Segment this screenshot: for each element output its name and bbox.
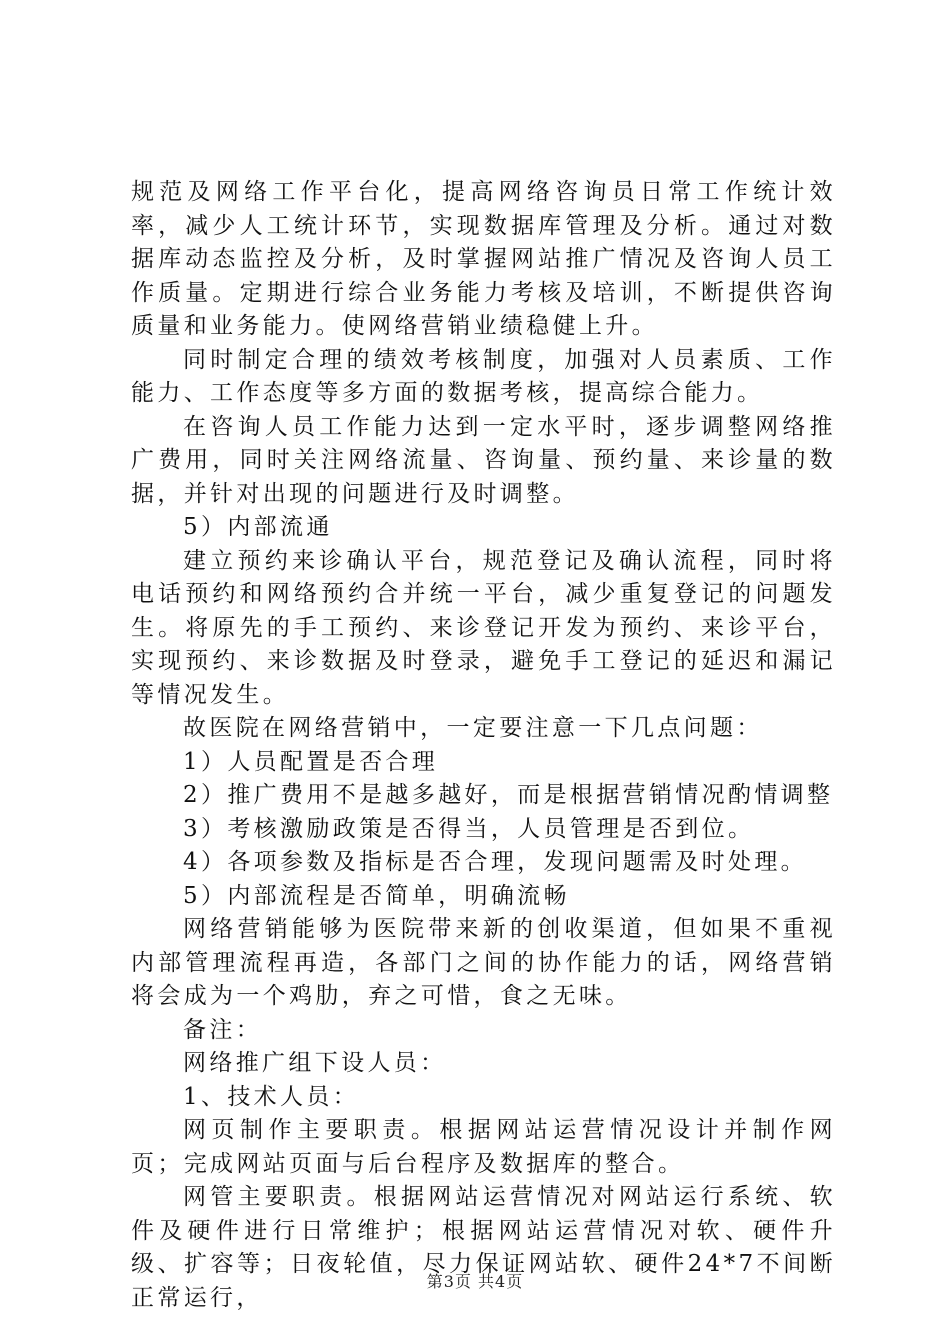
staff-heading: 网络推广组下设人员： [183, 1050, 447, 1076]
list-item: 2）推广费用不是越多越好，而是根据营销情况酌情调整 [183, 782, 834, 808]
list-item: 1）人员配置是否合理 [183, 748, 439, 775]
list-item: 5）内部流程是否简单，明确流畅 [183, 882, 570, 909]
page-footer: 第3页 共4页 [426, 1272, 524, 1291]
paragraph-continuation: 规范及网络工作平台化，提高网络咨询员日常工作统计效率，减少人工统计环节，实现数据库管理及分析。通过对数据库动态监控及分析，及时掌握网站推广情况及咨询人员工作质量。定期进行综合业务能力考核及培训，不断提供咨询质量和业务能力。使网络营销业绩稳健上升。 [131, 179, 836, 339]
paragraph-booking-platform: 建立预约来诊确认平台，规范登记及确认流程，同时将电话预约和网络预约合并统一平台，减少重复登记的问题发生。将原先的手工预约、来诊登记开发为预约、来诊平台，实现预约、来诊数据及时登录，避免手工登记的延迟和漏记等情况发生。 [131, 547, 836, 708]
paragraph-attention-points: 故医院在网络营销中，一定要注意一下几点问题： [183, 715, 763, 741]
list-item: 3）考核激励政策是否得当，人员管理是否到位。 [183, 815, 755, 842]
note-heading: 备注： [183, 1016, 263, 1043]
paragraph-web-design-duties: 网页制作主要职责。根据网站运营情况设计并制作网页；完成网站页面与后台程序及数据库的整合。 [131, 1117, 836, 1177]
section-heading-internal-flow: 5）内部流通 [183, 514, 333, 540]
list-item: 4）各项参数及指标是否合理，发现问题需及时处理。 [183, 849, 808, 875]
paragraph-admin-duties: 网管主要职责。根据网站运营情况对网站运行系统、软件及硬件进行日常维护；根据网站运营情况对软、硬件升级、扩容等；日夜轮值，尽力保证网站软、硬件24*7不间断正常运行， [131, 1184, 836, 1311]
document-body [131, 176, 836, 1315]
paragraph-conclusion: 网络营销能够为医院带来新的创收渠道，但如果不重视内部管理流程再造，各部门之间的协作能力的话，网络营销将会成为一个鸡肋，弃之可惜，食之无味。 [131, 916, 836, 1009]
paragraph-performance: 同时制定合理的绩效考核制度，加强对人员素质、工作能力、工作态度等多方面的数据考核，提高综合能力。 [131, 346, 836, 406]
technical-staff-heading: 1、技术人员： [183, 1083, 360, 1110]
paragraph-cost-adjustment: 在咨询人员工作能力达到一定水平时，逐步调整网络推广费用，同时关注网络流量、咨询量、预约量、来诊量的数据，并针对出现的问题进行及时调整。 [131, 413, 836, 507]
